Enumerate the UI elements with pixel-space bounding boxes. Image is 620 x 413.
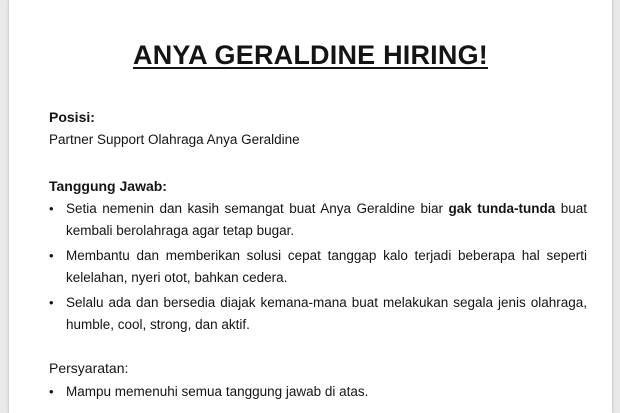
persyaratan-heading: Persyaratan:: [49, 360, 129, 376]
persyaratan-list: [49, 381, 587, 406]
list-item: [49, 381, 587, 403]
tanggung-jawab-heading: Tanggung Jawab:: [49, 178, 167, 194]
bullet-icon: •: [49, 295, 54, 310]
list-item-text: Selalu ada dan bersedia diajak kemana-mana buat melakukan segala jenis olahraga, humble, cool, strong, dan aktif.: [66, 295, 587, 332]
list-item-text: buat kembali berolahraga agar tetap bugar.: [66, 201, 587, 238]
bullet-icon: •: [49, 384, 54, 399]
list-item-text: Membantu dan memberikan solusi cepat tanggap kalo terjadi beberapa hal seperti kelelahan, nyeri otot, bahkan cedera.: [66, 248, 587, 285]
posisi-heading: Posisi:: [49, 109, 95, 125]
bullet-icon: •: [49, 248, 54, 263]
page-title: ANYA GERALDINE HIRING!: [133, 40, 488, 70]
bullet-icon: •: [49, 201, 54, 216]
tanggung-jawab-list: [49, 198, 587, 339]
list-item: [49, 198, 587, 242]
list-item: [49, 292, 587, 336]
list-item-text: Setia nemenin dan kasih semangat buat Anya Geraldine biar: [66, 201, 449, 216]
list-item-text: Mampu memenuhi semua tanggung jawab di atas.: [66, 384, 369, 399]
list-item: [49, 245, 587, 289]
list-item-bold-text: gak tunda-tunda: [448, 201, 556, 216]
document-page: [9, 0, 612, 413]
posisi-value: Partner Support Olahraga Anya Geraldine: [49, 132, 300, 147]
